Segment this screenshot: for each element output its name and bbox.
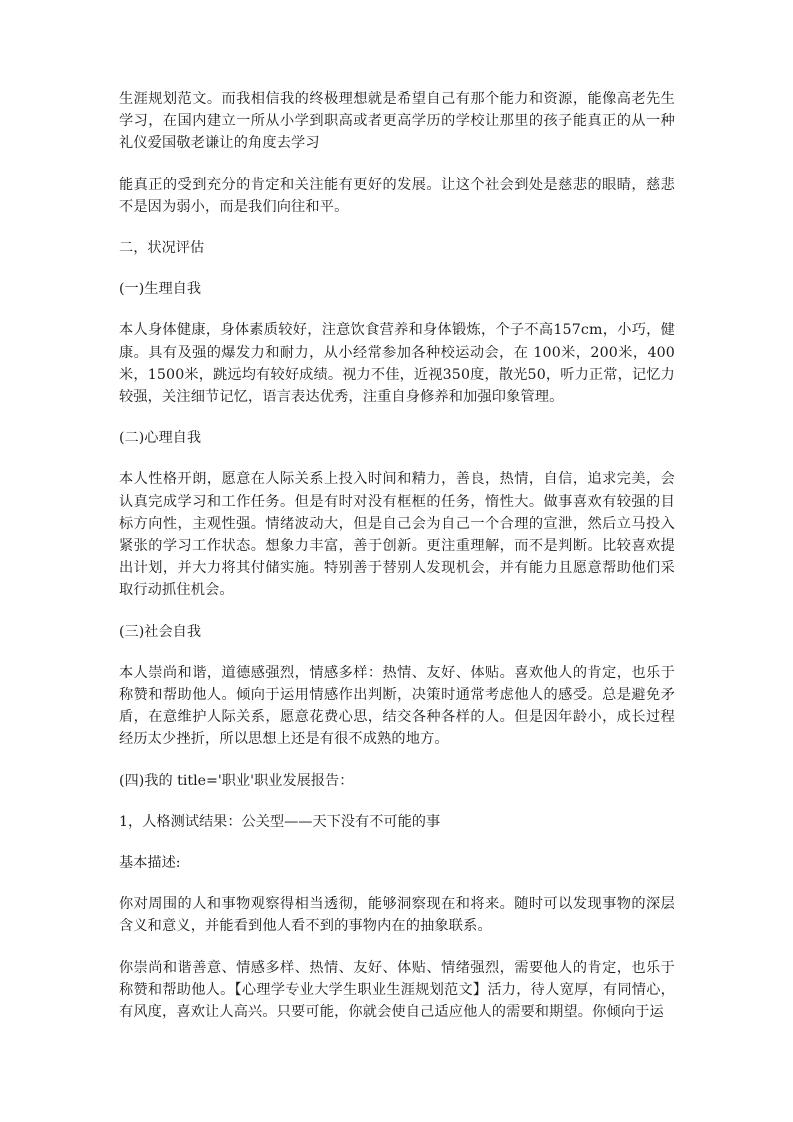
subheading-psychological-self: (二)心理自我 [119,430,202,447]
paragraph-social-self: 本人崇尚和谐，道德感强烈，情感多样：热情、友好、体贴。喜欢他人的肯定，也乐于称赞和帮助他人。倾向于运用情感作出判断，决策时通常考虑他人的感受。总是避免矛盾，在意维护人际关系，愿意花费心思，结交各种各样的人。但是因年龄小，成长过程经历太少挫折，所以思想上还是有很不成熟的地方。 [119,664,675,748]
paragraph-physical-self: 本人身体健康，身体素质较好，注意饮食营养和身体锻炼，个子不高157cm，小巧，健康。具有及强的爆发力和耐力，从小经常参加各种校运动会，在 100米，200米，400米，1500米，跳远均有较好成绩。视力不佳，近视350度，散光50，听力正常，记忆力较强，关注细节记忆，语言表达优秀，注重自身修养和加强印象管理。 [119,322,675,406]
paragraph-basic-description-1: 你对周围的人和事物观察得相当透彻，能够洞察现在和将来。随时可以发现事物的深层含义和意义，并能看到他人看不到的事物内在的抽象联系。 [119,896,675,935]
subheading-career-report: (四)我的 title='职业'职业发展报告： [119,772,354,789]
personality-test-result: 1，人格测试结果：公关型——天下没有不可能的事 [119,813,441,830]
subheading-social-self: (三)社会自我 [119,623,202,640]
basic-description-label: 基本描述: [119,855,181,872]
paragraph-recognition: 能真正的受到充分的肯定和关注能有更好的发展。让这个社会到处是慈悲的眼睛，慈悲不是因为弱小，而是我们向往和平。 [119,176,675,215]
section-heading-status: 二，状况评估 [119,240,205,257]
paragraph-basic-description-2: 你崇尚和谐善意、情感多样、热情、友好、体贴、情绪强烈，需要他人的肯定，也乐于称赞和帮助他人。【心理学专业大学生职业生涯规划范文】活力，待人宽厚，有同情心，有风度，喜欢让人高兴。只要可能，你就会使自己适应他人的需要和期望。你倾向于运 [119,959,675,1021]
paragraph-psychological-self: 本人性格开朗，愿意在人际关系上投入时间和精力，善良，热情，自信，追求完美，会认真完成学习和工作任务。但是有时对没有框框的任务，惰性大。做事喜欢有较强的目标方向性，主观性强。情绪波动大，但是自己会为自己一个合理的宣泄，然后立马投入紧张的学习工作状态。想象力丰富，善于创新。更注重理解，而不是判断。比较喜欢提出计划，并大力将其付储实施。特别善于替别人发现机会，并有能力且愿意帮助他们采取行动抓住机会。 [119,471,675,599]
paragraph-ideal: 生涯规划范文。而我相信我的终极理想就是希望自己有那个能力和资源，能像高老先生学习，在国内建立一所从小学到职高或者更高学历的学校让那里的孩子能真正的从一种礼仪爱国敬老谦让的角度去学习 [119,91,675,152]
document-page [119,88,675,1023]
subheading-physical-self: (一)生理自我 [119,281,202,298]
